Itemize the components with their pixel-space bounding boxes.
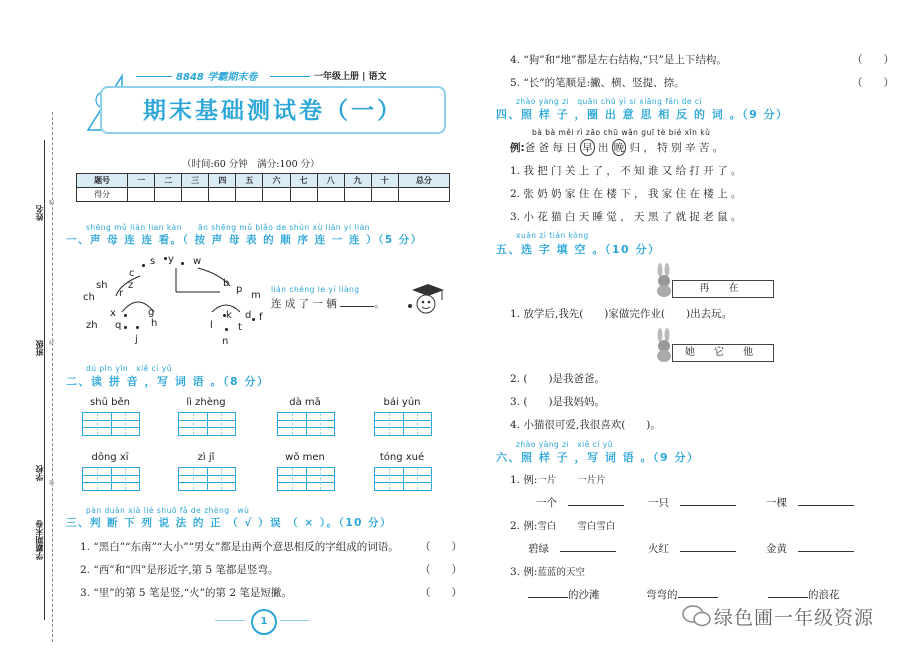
score-cell[interactable] — [317, 188, 344, 202]
q4-example-post: 归 ， 特 别 辛 苦 。 — [626, 142, 724, 154]
q6-row1-item — [536, 495, 624, 510]
q2-word-pinyin: dà mǎ — [289, 397, 321, 408]
q6-row3-item — [768, 587, 840, 602]
q6-row2-item — [766, 541, 854, 556]
banner-brand: 8848 学霸期末卷 — [176, 72, 258, 83]
page-number-badge — [251, 609, 277, 635]
q6-row2-prompt: 碧绿 — [528, 543, 549, 555]
q1-letter: j — [135, 334, 138, 345]
q6-row3-item — [646, 587, 718, 602]
q4-item-3[interactable]: 3. 小 花 猫 白 天 睡 觉 ， 天 黑 了 就 捉 老 鼠 。 — [510, 211, 742, 223]
score-cell[interactable] — [371, 188, 398, 202]
page-number: 1 — [260, 616, 268, 627]
graduation-mascot-icon — [404, 280, 448, 320]
q6-answer-blank[interactable] — [768, 597, 808, 598]
banner-rule-left — [136, 76, 172, 77]
score-cell[interactable] — [209, 188, 236, 202]
q1-dot — [124, 314, 127, 317]
q1-letter: d — [245, 310, 252, 321]
wechat-icon — [682, 604, 712, 632]
q4-example-circle-2: 晚 — [612, 139, 627, 156]
q1-letter: f — [259, 312, 263, 323]
q2-word-pinyin: tóng xué — [379, 452, 425, 463]
q3-title: 三、判 断 下 列 说 法 的 正 （ √ ）误 （ × ）。（10 分） — [66, 517, 393, 529]
q5-item-3[interactable]: 3. ( )是我妈妈。 — [510, 396, 606, 408]
seal-mark-1: 线 — [49, 200, 55, 205]
q6-row1-prompt: 一只 — [648, 497, 669, 509]
score-cell[interactable] — [128, 188, 155, 202]
q4-title: 四、照 样 子 ，圈 出 意 思 相 反 的 词 。（9 分） — [496, 108, 789, 121]
footer-rule-right — [280, 620, 310, 621]
q1-title: 一、声 母 连 连 看。（ 按 声 母 表 的 顺 序 连 一 连 ）（5 分） — [66, 234, 423, 246]
q1-letter: ch — [83, 292, 95, 303]
q6-row2-item — [648, 541, 736, 556]
q1-letter: y — [168, 254, 174, 265]
q1-letter-diagram — [80, 252, 280, 352]
q1-dot — [223, 314, 226, 317]
q2-writing-box[interactable] — [374, 412, 432, 436]
q1-dot — [252, 318, 255, 321]
q1-letter: h — [151, 318, 158, 329]
q6-ex1-label: 1. 例: — [510, 474, 538, 486]
score-cell[interactable] — [182, 188, 209, 202]
brand-vertical: 学霸期末卷 — [35, 520, 44, 560]
q6-row3-prompt: 的沙滩 — [568, 589, 600, 601]
q4-example-pinyin: bà bà měi rì zǎo chū wǎn guī tè bié xīn kǔ — [532, 128, 711, 137]
q6-row3-item — [528, 587, 600, 602]
q2-writing-box[interactable] — [178, 467, 236, 491]
q1-answer-blank[interactable] — [340, 306, 374, 307]
q2-word-pinyin: shū běn — [90, 397, 130, 408]
q2-writing-box[interactable] — [277, 412, 335, 436]
q6-answer-blank[interactable] — [798, 505, 854, 506]
q4-item-2[interactable]: 2. 张 奶 奶 家 住 在 楼 下 ， 我 家 住 在 楼 上 。 — [510, 188, 742, 200]
score-header-cell: 五 — [236, 174, 263, 188]
q1-dot — [124, 326, 127, 329]
q2-word-pinyin: dōng xī — [91, 452, 129, 463]
q1-dot — [142, 264, 145, 267]
q6-row2-prompt: 金黄 — [766, 543, 787, 555]
q6-row1-item — [648, 495, 736, 510]
score-header-cell: 九 — [344, 174, 371, 188]
q1-letter: l — [210, 320, 213, 331]
q6-example-1 — [510, 472, 606, 487]
q6-row1-prompt: 一个 — [536, 497, 557, 509]
score-header-cell: 二 — [155, 174, 182, 188]
score-table-score-row — [77, 188, 450, 202]
q6-title: 六、照 样 子 ，写 词 语 。（9 分） — [496, 451, 700, 464]
q4-example-circle-1: 早 — [580, 139, 595, 156]
q5-pinyin: xuǎn zì tián kòng — [516, 231, 589, 240]
score-header-cell: 十 — [371, 174, 398, 188]
q6-ex1-a: 一片 — [537, 475, 557, 486]
q1-letter: b — [223, 278, 230, 289]
q6-answer-blank[interactable] — [680, 551, 736, 552]
q6-row3-prompt: 的浪花 — [808, 589, 840, 601]
q3-answer-paren-3[interactable]: （ ） — [420, 587, 462, 599]
q1-letter: s — [150, 256, 156, 267]
q6-row1-item — [766, 495, 854, 510]
q3-item-1: 1. “黑白”“东南”“大小”“男女”都是由两个意思相反的字组成的词语。 — [80, 541, 399, 553]
score-header-cell: 七 — [290, 174, 317, 188]
q4-pinyin: zhào yàng zi quān chū yì si xiāng fǎn de cí — [516, 97, 703, 106]
q1-letter: k — [226, 310, 232, 321]
q6-answer-blank[interactable] — [678, 597, 718, 598]
score-header-cell: 四 — [209, 174, 236, 188]
q1-letter: sh — [96, 280, 108, 291]
q6-ex3-label: 3. 例: — [510, 566, 538, 578]
q3-pinyin: pàn duàn xià liè shuō fǎ de zhèng wù — [86, 506, 250, 515]
q1-letter: p — [236, 284, 243, 295]
banner-subtitle: 一年级上册 | 语文 — [314, 72, 387, 82]
q2-title: 二、读 拼 音 ，写 词 语 。（8 分） — [66, 375, 270, 388]
q6-answer-blank[interactable] — [568, 505, 624, 506]
q6-example-2 — [510, 518, 615, 533]
q5-title: 五、选 字 填 空 。（10 分） — [496, 243, 661, 256]
q6-answer-blank[interactable] — [560, 551, 616, 552]
q1-letter: zh — [86, 320, 98, 331]
score-table-header-row — [77, 174, 450, 188]
q1-sentence-text: 连 成 了 一 辆 — [271, 298, 337, 310]
q6-row1-prompt: 一棵 — [766, 497, 787, 509]
time-info: （时间:60 分钟 满分:100 分） — [182, 159, 320, 170]
q6-ex3: 蓝蓝的天空 — [537, 567, 585, 578]
q3-item-3: 3. “里”的第 5 笔是竖,“火”的第 2 笔是短撇。 — [80, 587, 292, 599]
q1-dot — [181, 262, 184, 265]
q4-example-pre: 爸 爸 每 日 — [524, 142, 581, 154]
q2-word-pinyin: zì jǐ — [197, 452, 215, 463]
binding-dash-line — [52, 112, 53, 642]
q1-letter: r — [119, 288, 124, 299]
school-label: 学校 — [35, 465, 44, 481]
score-cell[interactable] — [398, 188, 449, 202]
q1-sentence — [271, 296, 385, 311]
score-row-label: 得分 — [77, 188, 128, 202]
q5-item-1[interactable]: 1. 放学后,我先( )家做完作业( )出去玩。 — [510, 308, 733, 320]
seal-mark-3: 密 — [49, 480, 55, 485]
q1-pinyin: shēng mǔ lián lian kàn ān shēng mǔ biǎo de shùn xù lián yi lián — [86, 223, 370, 232]
q3-answer-paren-4[interactable]: （ ） — [852, 54, 894, 66]
q1-dot — [225, 328, 228, 331]
footer-rule-left — [215, 620, 245, 621]
q1-letter: w — [193, 256, 202, 267]
q1-letter: g — [148, 307, 155, 318]
q1-letter: x — [110, 308, 116, 319]
q1-arcs — [80, 252, 280, 352]
page-title: 期末基础测试卷（一） — [143, 98, 403, 124]
q2-writing-box[interactable] — [374, 467, 432, 491]
q6-ex2-a: 雪白 — [537, 521, 557, 532]
q2-pinyin: dú pīn yīn xiě cí yǔ — [86, 364, 172, 373]
q6-pinyin: zhào yàng zi xiě cí yǔ — [516, 440, 614, 449]
q3-item-4: 4. “狗”和“地”都是左右结构,“只”是上下结构。 — [510, 54, 727, 66]
q6-row3-prompt: 弯弯的 — [646, 589, 678, 601]
watermark-text: 绿色圃一年级资源 — [714, 607, 875, 629]
score-table — [76, 173, 450, 202]
q6-ex2-b: 雪白雪白 — [577, 521, 616, 532]
q2-writing-box[interactable] — [178, 412, 236, 436]
q3-answer-paren-2[interactable]: （ ） — [420, 564, 462, 576]
q6-answer-blank[interactable] — [528, 597, 568, 598]
q1-letter: n — [222, 336, 229, 347]
q2-writing-box[interactable] — [82, 412, 140, 436]
q1-sentence-end: 。 — [374, 298, 385, 310]
score-cell[interactable] — [236, 188, 263, 202]
q3-item-2: 2. “西”和“四”是形近字,第 5 笔都是竖弯。 — [80, 564, 279, 576]
score-cell[interactable] — [344, 188, 371, 202]
q4-item-1[interactable]: 1. 我 把 门 关 上 了 ， 不 知 谁 又 给 打 开 了 。 — [510, 165, 742, 177]
q2-word-pinyin: wǒ men — [285, 452, 325, 463]
q6-ex1-b: 一片片 — [577, 475, 606, 486]
score-header-cell: 总分 — [398, 174, 449, 188]
q1-dot — [164, 257, 167, 260]
q5-word-card-1: 再 在 — [672, 280, 774, 298]
q5-item-2[interactable]: 2. ( )是我爸爸。 — [510, 373, 606, 385]
q4-example — [510, 139, 723, 156]
q1-letter: t — [238, 322, 242, 333]
banner-rule-right — [270, 76, 310, 77]
q1-letter: q — [115, 320, 122, 331]
q1-letter: m — [251, 290, 261, 301]
name-label: 姓名 — [35, 205, 44, 221]
q2-writing-box[interactable] — [82, 467, 140, 491]
q1-sentence-pinyin: lián chéng le yí liàng — [271, 285, 360, 294]
q4-example-mid: 出 — [594, 142, 612, 154]
q6-row2-item — [528, 541, 616, 556]
score-header-cell: 八 — [317, 174, 344, 188]
score-header-cell: 一 — [128, 174, 155, 188]
q4-example-label: 例: — [510, 142, 525, 154]
score-header-cell: 六 — [263, 174, 290, 188]
q5-item-4[interactable]: 4. 小猫很可爱,我很喜欢( )。 — [510, 419, 661, 431]
q3-answer-paren-1[interactable]: （ ） — [420, 541, 462, 553]
q1-letter: z — [128, 280, 134, 291]
q6-row2-prompt: 火红 — [648, 543, 669, 555]
score-cell[interactable] — [290, 188, 317, 202]
q6-example-3 — [510, 564, 585, 579]
q5-word-card-2: 她 它 他 — [672, 344, 774, 362]
q3-answer-paren-5[interactable]: （ ） — [852, 77, 894, 89]
q6-answer-blank[interactable] — [798, 551, 854, 552]
q6-answer-blank[interactable] — [680, 505, 736, 506]
q2-word-pinyin: lì zhèng — [186, 397, 226, 408]
q6-ex2-label: 2. 例: — [510, 520, 538, 532]
margin-writing-line — [44, 140, 46, 620]
q3-item-5: 5. “长”的笔顺是:撇、横、竖提、捺。 — [510, 77, 685, 89]
score-header-cell: 题号 — [77, 174, 128, 188]
seal-mark-2: 封 — [49, 340, 55, 345]
q2-writing-box[interactable] — [277, 467, 335, 491]
class-label: 班级 — [35, 340, 44, 356]
score-header-cell: 三 — [182, 174, 209, 188]
score-cell[interactable] — [263, 188, 290, 202]
q2-word-pinyin: bái yún — [383, 397, 421, 408]
score-cell[interactable] — [155, 188, 182, 202]
q1-letter: c — [129, 268, 135, 279]
q1-dot — [136, 326, 139, 329]
